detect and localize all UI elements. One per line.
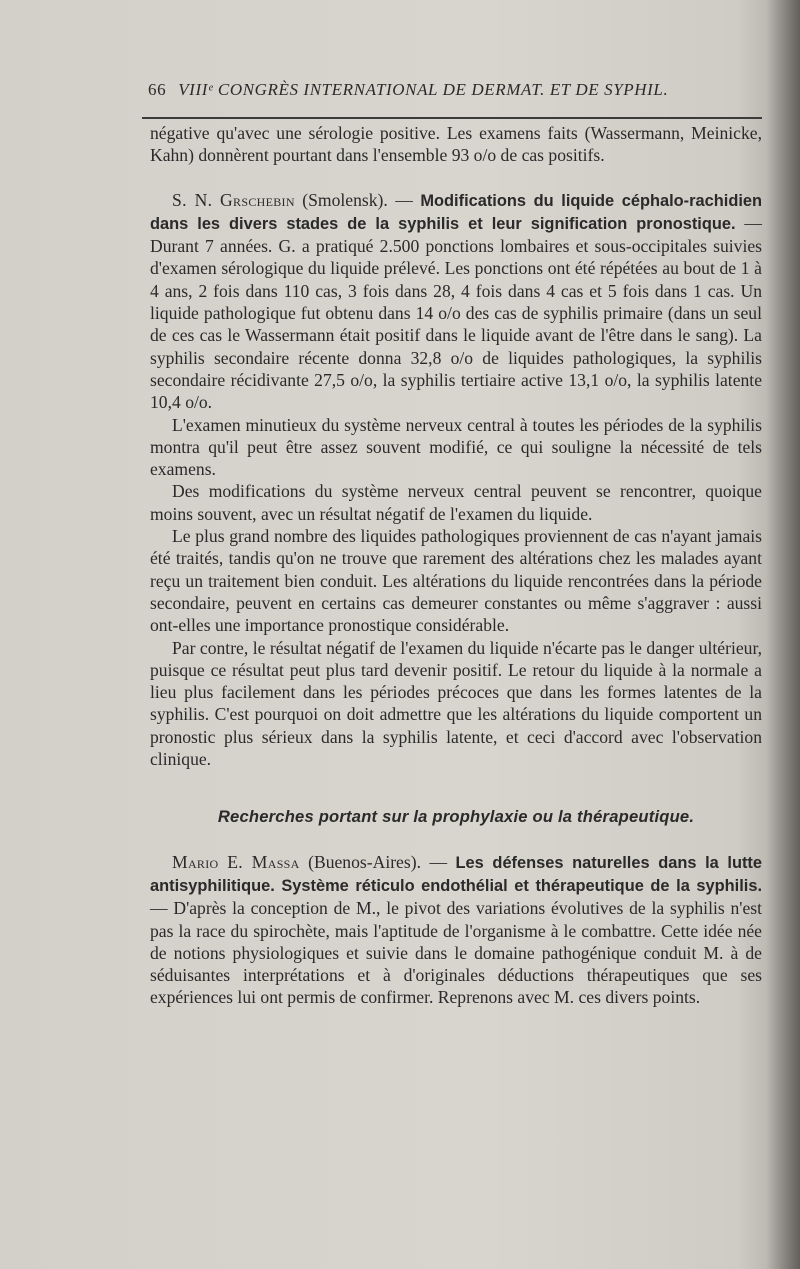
abstract-title: Les défenses naturelles dans la lutte antisyphilitique. Système réticulo endothélial et thérapeutique de la syphilis. bbox=[150, 853, 763, 895]
abstract-grschebin-paragraph-5: Par contre, le résultat négatif de l'examen du liquide n'écarte pas le danger ultérieur, puisque ce résultat peut plus tard devenir positif. Le retour du liquide à la normale a lieu plus facilement dans les périodes précoces que dans les formes latentes de la syphilis. C'est pourquoi on doit admettre que les altérations du liquide comportent un pronostic plus sérieux dans la syphilis latente, et ceci d'accord avec l'observation clinique. bbox=[150, 637, 762, 770]
abstract-text: — D'après la conception de M., le pivot des variations évolutives de la syphilis n'est pas la race du spirochète, mais l'aptitude de l'organisme à le combattre. Cette idée née de notions physiologiques et suivie dans le domaine pathogénique conduit M. à de séduisantes interprétations et à d'originales déductions thérapeutiques que ses expériences lui ont permis de confirmer. Reprenons avec M. ces divers points. bbox=[150, 898, 762, 1008]
continuation-paragraph: négative qu'avec une sérologie positive. Les examens faits (Wassermann, Meinicke, Kahn) donnèrent pourtant dans l'ensemble 93 o/o de cas positifs. bbox=[150, 123, 762, 166]
section-heading: Recherches portant sur la prophylaxie ou la thérapeutique. bbox=[217, 807, 695, 827]
author-place: (Smolensk). — bbox=[294, 189, 421, 210]
body-text bbox=[150, 122, 762, 1009]
page-number: 66 bbox=[148, 80, 167, 99]
abstract-grschebin-paragraph-1 bbox=[150, 189, 762, 414]
abstract-title: Modifications du liquide céphalo-rachidien dans les divers stades de la syphilis et leur signification pronostique. bbox=[150, 191, 763, 233]
abstract-grschebin-paragraph-4: Le plus grand nombre des liquides pathologiques proviennent de cas n'ayant jamais été traités, tandis qu'on ne trouve que rarement des altérations chez les malades ayant reçu un traitement bien conduit. Les altérations du liquide rencontrées dans la période secondaire, peuvent en certains cas demeurer constantes ou même s'aggraver : aussi ont-elles une importance pronostique considérable. bbox=[150, 526, 762, 636]
author-name: Mario E. Massa bbox=[172, 851, 300, 872]
page-edge-shadow bbox=[766, 0, 800, 1269]
running-header bbox=[148, 80, 760, 104]
header-rule bbox=[142, 117, 762, 119]
abstract-grschebin-paragraph-3: Des modifications du système nerveux central peuvent se rencontrer, quoique moins souvent, avec un résultat négatif de l'examen du liquide. bbox=[150, 481, 762, 524]
running-title: VIIIᵉ CONGRÈS INTERNATIONAL DE DERMAT. ET DE SYPHIL. bbox=[178, 80, 669, 99]
abstract-grschebin-paragraph-2: L'examen minutieux du système nerveux central à toutes les périodes de la syphilis montra qu'il peut être assez souvent modifié, ce qui souligne la nécessité de tels examens. bbox=[150, 414, 762, 480]
abstract-massa-paragraph bbox=[150, 851, 762, 1009]
author-name: S. N. Grschebin bbox=[172, 189, 295, 210]
abstract-text: — Durant 7 années. G. a pratiqué 2.500 ponctions lombaires et sous-occipitales suivies d'examen sérologique du liquide prélevé. Les ponctions ont été répétées au bout de 1 à 4 ans, 2 fois dans 110 cas, 3 fois dans 28, 4 fois dans 4 cas et 5 fois dans 1 cas. Un liquide pathologique fut obtenu dans 14 o/o des cas de syphilis primaire (dans un seul de ces cas le Wassermann était positif dans le liquide avant de l'être dans le sang). La syphilis secondaire récente donna 32,8 o/o de liquides pathologiques, la syphilis secondaire récidivante 27,5 o/o, la syphilis tertiaire active 13,1 o/o, la syphilis latente 10,4 o/o. bbox=[150, 212, 762, 413]
author-place: (Buenos-Aires). — bbox=[299, 851, 456, 872]
